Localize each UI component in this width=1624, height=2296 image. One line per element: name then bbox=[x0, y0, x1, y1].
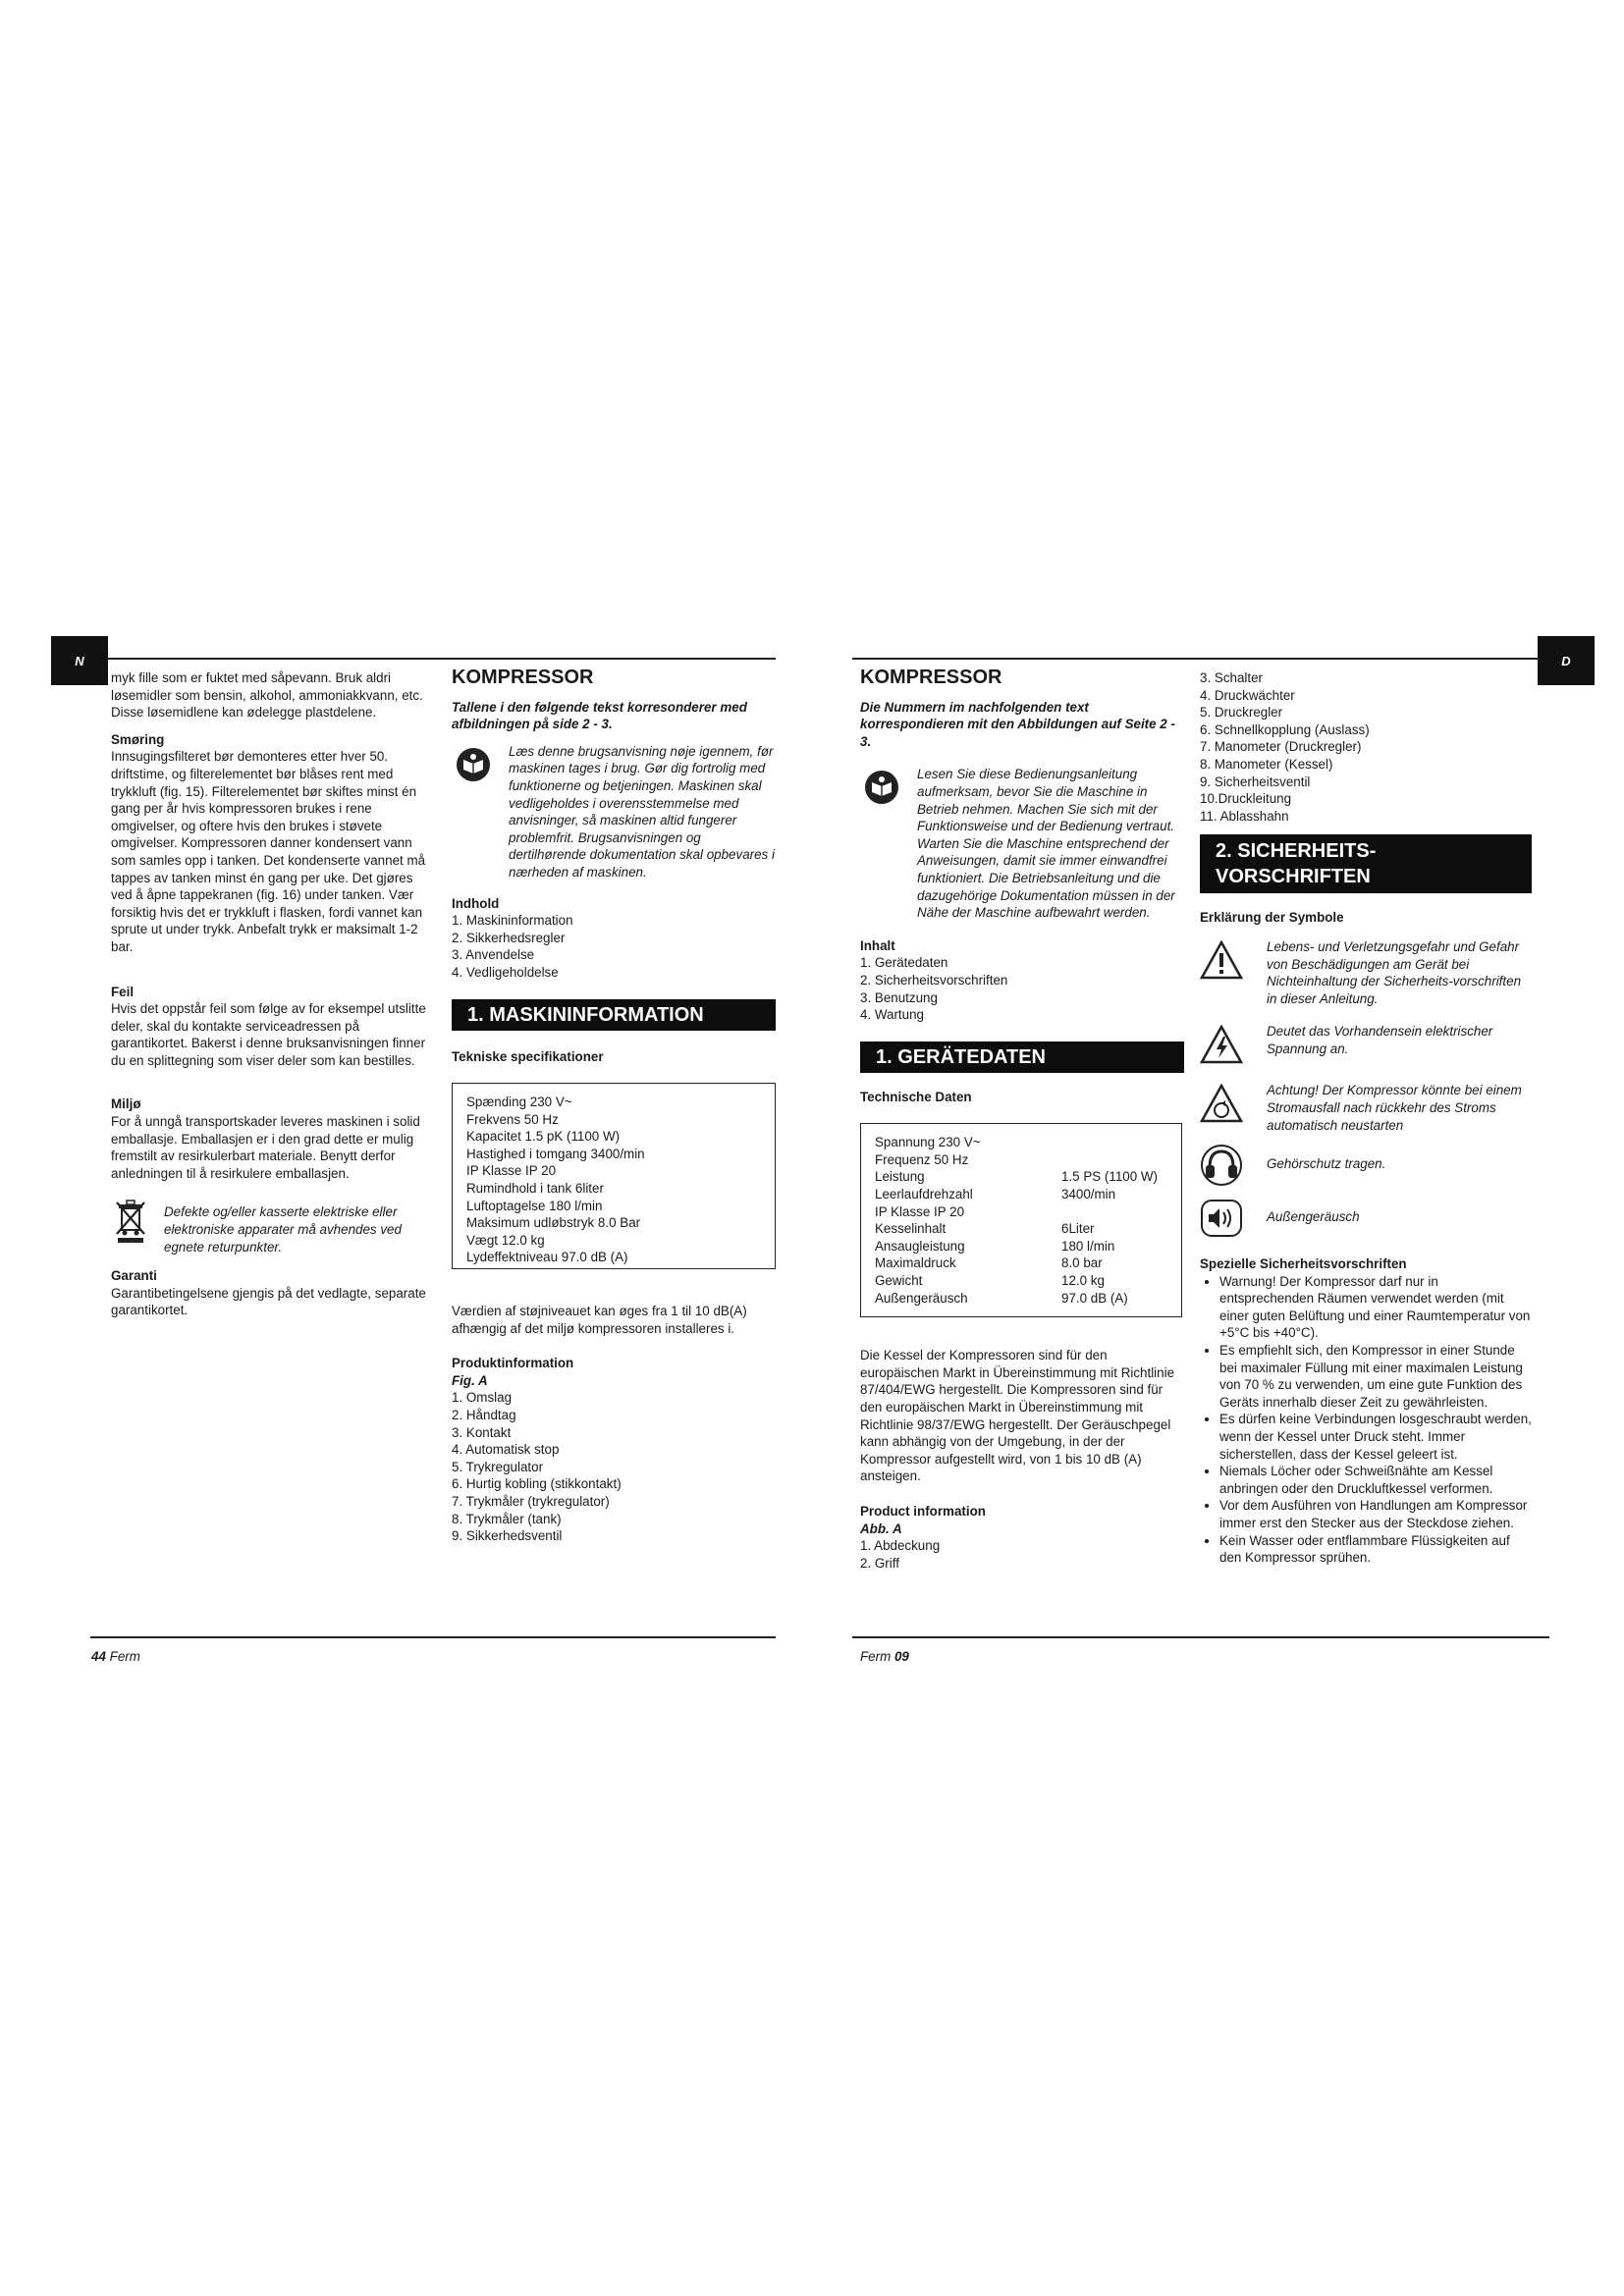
footer-left bbox=[91, 1649, 140, 1664]
figure-label-de: Abb. A bbox=[860, 1521, 902, 1536]
table-row bbox=[875, 1186, 1158, 1203]
spec-value: 97.0 dB (A) bbox=[1061, 1290, 1128, 1306]
symbol-row bbox=[1200, 938, 1532, 1007]
spec-value bbox=[1061, 1134, 1158, 1151]
spec-value: 1.5 PS (1100 W) bbox=[1061, 1169, 1158, 1185]
spec-line: Spænding 230 V~ bbox=[466, 1095, 572, 1110]
list-item: 2. Griff bbox=[860, 1555, 899, 1571]
list-item: 2. Sicherheitsvorschriften bbox=[860, 972, 1008, 988]
list-item: 1. Abdeckung bbox=[860, 1538, 941, 1554]
right-column-2 bbox=[1200, 669, 1532, 1567]
spec-value bbox=[1061, 1151, 1158, 1169]
list-item: 5. Druckregler bbox=[1200, 705, 1283, 721]
left-column-1 bbox=[111, 669, 433, 1319]
list-item: 4. Vedligeholdelse bbox=[452, 964, 559, 980]
spec-value: 12.0 kg bbox=[1061, 1273, 1105, 1289]
table-row bbox=[875, 1151, 1158, 1169]
manual-notice-de bbox=[860, 766, 1184, 921]
symbol-text: Achtung! Der Kompressor könnte bei einem Stromausfall nach rückkehr des Stroms automatisch neustarten bbox=[1267, 1083, 1522, 1133]
figure-label: Fig. A bbox=[452, 1372, 488, 1388]
spec-table bbox=[875, 1134, 1158, 1307]
bottom-rule-right bbox=[852, 1636, 1549, 1638]
spec-line: Vægt 12.0 kg bbox=[466, 1232, 545, 1248]
table-row bbox=[875, 1290, 1158, 1308]
manual-text-de: Lesen Sie diese Bedienungsanleitung aufmerksam, bevor Sie die Maschine in Betrieb nehmen. Machen Sie sich mit der Funktionsweise und der Bedienung vertraut. Warten Sie die Maschine entsprechend der Anweisungen, damit sie immer einwandfrei funktioniert. Die Betriebsanleitung und die dazugehörige Dokumentation müssen in der Nähe der Maschine aufbewahrt werden. bbox=[917, 767, 1175, 921]
symbols-heading: Erklärung der Symbole bbox=[1200, 910, 1344, 926]
technische-daten-heading: Technische Daten bbox=[860, 1089, 972, 1104]
spec-line: Hastighed i tomgang 3400/min bbox=[466, 1146, 645, 1161]
spec-label: Kesselinhalt bbox=[875, 1221, 947, 1237]
page-number-left: 44 bbox=[91, 1649, 106, 1664]
spec-line: Rumindhold i tank 6liter bbox=[466, 1181, 604, 1197]
list-item: • Warnung! Der Kompressor darf nur in entsprechenden Räumen verwendet werden (mit einer guten Belüftung und einer Raumtemperatur von +5°C bis +40°C). bbox=[1219, 1273, 1532, 1342]
inhalt-list bbox=[860, 954, 1184, 1023]
manual-text: Læs denne brugsanvisning nøje igennem, før maskinen tages i brug. Gør dig fortrolig med funktionerne og betjeningen. Maskinen skal vedligeholdes i overensstemmelse med anvisninger, så maskinen altid fungerer problemfrit. Brugsanvisningen og dertilhørende dokumentation skal opbevares i nærheden af maskinen. bbox=[509, 743, 775, 880]
table-row bbox=[875, 1168, 1158, 1186]
table-row bbox=[875, 1134, 1158, 1151]
list-item: 4. Wartung bbox=[860, 1007, 924, 1023]
list-item: 6. Schnellkopplung (Auslass) bbox=[1200, 721, 1370, 737]
section-banner-geraetedaten: 1. GERÄTEDATEN bbox=[860, 1041, 1184, 1073]
spec-value: 8.0 bar bbox=[1061, 1255, 1103, 1271]
table-row bbox=[875, 1203, 1158, 1221]
list-item: • Es empfiehlt sich, den Kompressor in einer Stunde bei maximaler Füllung mit einer maximalen Leistung von 70 % zu verwenden, um eine gute Funktion des Geräts innerhalb dieser Zeit zu gewährleisten. bbox=[1219, 1342, 1532, 1411]
warning-triangle-icon bbox=[1200, 938, 1243, 982]
list-item: • Vor dem Ausführen von Handlungen am Kompressor immer erst den Stecker aus der Steckdose ziehen. bbox=[1219, 1497, 1532, 1531]
list-item: 9. Sikkerhedsventil bbox=[452, 1528, 563, 1544]
top-rule-right bbox=[852, 658, 1540, 660]
list-item: • Es dürfen keine Verbindungen losgeschraubt werden, wenn der Kessel unter Druck steht. Immer sicherstellen, dass der Kessel geleert ist. bbox=[1219, 1411, 1532, 1463]
symbol-text: Gehörschutz tragen. bbox=[1267, 1156, 1386, 1172]
weee-text: Defekte og/eller kasserte elektriske eller elektroniske apparater må avhendes ved egnete returpunkter. bbox=[164, 1204, 402, 1255]
spec-box bbox=[452, 1083, 776, 1269]
page-tab-d: D bbox=[1538, 636, 1595, 685]
list-item: 4. Druckwächter bbox=[1200, 687, 1295, 703]
brand-left: Ferm bbox=[109, 1649, 140, 1664]
list-item: 1. Maskininformation bbox=[452, 913, 573, 929]
indhold-heading: Indhold bbox=[452, 895, 500, 911]
symbol-text: Deutet das Vorhandensein elektrischer Spannung an. bbox=[1267, 1024, 1493, 1056]
section-heading-miljo: Miljø bbox=[111, 1096, 141, 1112]
symbol-text: Außengeräusch bbox=[1267, 1209, 1360, 1225]
weee-notice bbox=[111, 1196, 433, 1255]
list-item: 3. Kontakt bbox=[452, 1424, 512, 1440]
parts-list-right-1 bbox=[860, 1537, 1184, 1572]
page-title-kompressor-left: KOMPRESSOR bbox=[452, 667, 594, 688]
list-item: 3. Benutzung bbox=[860, 989, 938, 1005]
spec-label: Leerlaufdrehzahl bbox=[875, 1187, 973, 1202]
page-tab-n: N bbox=[51, 636, 108, 685]
read-manual-icon bbox=[860, 766, 903, 809]
right-column-1 bbox=[860, 669, 1184, 1572]
section-banner-sicherheitsvorschriften bbox=[1200, 834, 1532, 893]
spec-label: IP Klasse IP 20 bbox=[875, 1203, 965, 1219]
auto-restart-icon bbox=[1200, 1082, 1243, 1125]
list-item: 5. Trykregulator bbox=[452, 1459, 544, 1474]
list-item: 7. Manometer (Druckregler) bbox=[1200, 739, 1362, 755]
table-row bbox=[875, 1272, 1158, 1290]
spec-line: Frekvens 50 Hz bbox=[466, 1111, 559, 1127]
list-item: 4. Automatisk stop bbox=[452, 1442, 560, 1458]
list-item: 3. Anvendelse bbox=[452, 947, 535, 963]
weee-bin-icon bbox=[111, 1196, 150, 1247]
garanti-text: Garantibetingelsene gjengis på det vedlagte, separate garantikortet. bbox=[111, 1285, 426, 1318]
list-item: 11. Ablasshahn bbox=[1200, 808, 1289, 824]
left-column-2 bbox=[452, 669, 776, 1545]
list-item: 9. Sicherheitsventil bbox=[1200, 774, 1311, 789]
special-safety-heading: Spezielle Sicherheitsvorschriften bbox=[1200, 1256, 1407, 1272]
brand-right: Ferm bbox=[860, 1649, 892, 1664]
inhalt-heading: Inhalt bbox=[860, 937, 895, 953]
bottom-rule-left bbox=[90, 1636, 776, 1638]
list-item: • Niemals Löcher oder Schweißnähte am Kessel anbringen oder den Druckluftkessel verformen. bbox=[1219, 1463, 1532, 1497]
spec-label: Frequenz 50 Hz bbox=[875, 1151, 969, 1167]
product-information-heading: Product information bbox=[860, 1503, 986, 1519]
page-number-right: 09 bbox=[893, 1649, 909, 1664]
list-item: 10.Druckleitung bbox=[1200, 791, 1292, 807]
parts-list-left bbox=[452, 1389, 776, 1544]
spec-label: Ansaugleistung bbox=[875, 1238, 965, 1254]
parts-list-right-2 bbox=[1200, 669, 1532, 825]
noise-text: Værdien af støjniveauet kan øges fra 1 til 10 dB(A) afhængig af det miljø kompressoren installeres i. bbox=[452, 1304, 747, 1336]
safety-bullets bbox=[1200, 1273, 1532, 1567]
spec-label: Spannung 230 V~ bbox=[875, 1135, 981, 1150]
spec-box-de bbox=[860, 1123, 1182, 1317]
list-item: 8. Manometer (Kessel) bbox=[1200, 756, 1333, 772]
banner-line: VORSCHRIFTEN bbox=[1216, 866, 1371, 888]
produktinformation-heading: Produktinformation bbox=[452, 1356, 574, 1371]
spec-line: Kapacitet 1.5 pK (1100 W) bbox=[466, 1129, 621, 1145]
list-item: 7. Trykmåler (trykregulator) bbox=[452, 1494, 610, 1510]
spec-line: Lydeffektniveau 97.0 dB (A) bbox=[466, 1250, 628, 1265]
noise-level-icon bbox=[1200, 1197, 1243, 1240]
figure-reference-lead-de: Die Nummern im nachfolgenden text korrespondieren mit den Abbildungen auf Seite 2 - 3. bbox=[860, 699, 1175, 749]
miljo-text: For å unngå transportskader leveres maskinen i solid emballasje. Emballasjen er i den grad dette er mulig fremstilt av resirkulerbart materiale. Benytt derfor anledningen til å resirkulere emballasjen. bbox=[111, 1114, 420, 1181]
symbol-row bbox=[1200, 1197, 1532, 1240]
symbol-row bbox=[1200, 1082, 1532, 1134]
symbol-row bbox=[1200, 1023, 1532, 1066]
spec-heading: Tekniske specifikationer bbox=[452, 1048, 604, 1064]
read-manual-icon bbox=[452, 743, 495, 786]
spec-line: IP Klasse IP 20 bbox=[466, 1163, 557, 1179]
list-item: • Kein Wasser oder entflammbare Flüssigkeiten auf den Kompressor sprühen. bbox=[1219, 1532, 1532, 1567]
banner-line: 2. SICHERHEITS- bbox=[1216, 840, 1377, 863]
spec-label: Außengeräusch bbox=[875, 1290, 968, 1306]
electric-hazard-icon bbox=[1200, 1023, 1243, 1066]
footer-right bbox=[860, 1649, 909, 1664]
table-row bbox=[875, 1255, 1158, 1272]
list-item: 6. Hurtig kobling (stikkontakt) bbox=[452, 1476, 622, 1492]
kessel-text: Die Kessel der Kompressoren sind für den europäischen Markt in Übereinstimmung mit Richtlinie 87/404/EWG hergestellt. Die Kompressoren sind für den europäischen Markt in Übereinstimmung mit Richtlinie 98/37/EWG hergestellt. Der Geräuschpegel kann abhängig von der Umgebung, in der der Kompressor aufgestellt wird, von 1 bis 10 dB (A) ansteigen. bbox=[860, 1348, 1175, 1484]
symbol-row bbox=[1200, 1144, 1532, 1187]
table-row bbox=[875, 1220, 1158, 1238]
smoring-text: Innsugingsfilteret bør demonteres etter hver 50. driftstime, og filterelementet bør blåses rent med trykkluft (fig. 15). Filterelementet bør skiftes minst én gang per år hvis kompressoren brukes i rene omgivelser, og oftere hvis den brukes i støvete omgivelser. Kompressoren danner kondensert vann som samles opp i tanken. Det kondenserte vannet må tappes av tanken minst én gang per uke. Det gjøres ved å åpne tappekranen (fig. 16) under tanken. Vær forsiktig hvis det er trykkluft i flasken, fordi vannet kan sprute ut under trykk. Anbefalt trykk er maksimalt 1-2 bar. bbox=[111, 749, 426, 954]
spec-line: Maksimum udløbstryk 8.0 Bar bbox=[466, 1215, 641, 1231]
figure-reference-lead: Tallene i den følgende tekst korresonderer med afbildningen på side 2 - 3. bbox=[452, 699, 747, 732]
section-heading-garanti: Garanti bbox=[111, 1268, 157, 1284]
section-heading-smoring: Smøring bbox=[111, 731, 165, 747]
manual-notice bbox=[452, 743, 776, 881]
list-item: 1. Omslag bbox=[452, 1390, 513, 1406]
section-banner-maskininformation: 1. MASKININFORMATION bbox=[452, 999, 776, 1031]
spec-value: 180 l/min bbox=[1061, 1238, 1115, 1254]
cleaning-text: myk fille som er fuktet med såpevann. Bruk aldri løsemidler som bensin, alkohol, ammoniakkvann, etc. Disse løsemidlene kan ødelegge plastdelene. bbox=[111, 670, 423, 721]
spec-label: Leistung bbox=[875, 1169, 925, 1185]
spec-value bbox=[1061, 1203, 1158, 1221]
list-item: 1. Gerätedaten bbox=[860, 955, 948, 971]
spec-line: Luftoptagelse 180 l/min bbox=[466, 1198, 603, 1213]
list-item: 2. Sikkerhedsregler bbox=[452, 930, 566, 945]
spec-value: 3400/min bbox=[1061, 1187, 1116, 1202]
symbol-text: Lebens- und Verletzungsgefahr und Gefahr von Beschädigungen am Gerät bei Nichteinhaltung der Sicherheits-vorschriften in dieser Anleitung. bbox=[1267, 938, 1522, 1006]
page-title-kompressor-right: KOMPRESSOR bbox=[860, 667, 1002, 688]
indhold-list bbox=[452, 912, 776, 981]
feil-text: Hvis det oppstår feil som følge av for eksempel utslitte deler, skal du kontakte serviceadressen på garantikortet. Bakerst i denne bruksanvisningen finner du en splittegning som viser deler som kan bestilles. bbox=[111, 1001, 426, 1068]
list-item: 2. Håndtag bbox=[452, 1408, 516, 1423]
list-item: 8. Trykmåler (tank) bbox=[452, 1511, 562, 1526]
spec-label: Gewicht bbox=[875, 1273, 923, 1289]
table-row bbox=[875, 1238, 1158, 1255]
section-heading-feil: Feil bbox=[111, 984, 135, 999]
top-rule-left bbox=[108, 658, 776, 660]
spec-label: Maximaldruck bbox=[875, 1255, 956, 1271]
spec-value: 6Liter bbox=[1061, 1221, 1095, 1237]
list-item: 3. Schalter bbox=[1200, 670, 1264, 685]
ear-protection-icon bbox=[1200, 1144, 1243, 1187]
